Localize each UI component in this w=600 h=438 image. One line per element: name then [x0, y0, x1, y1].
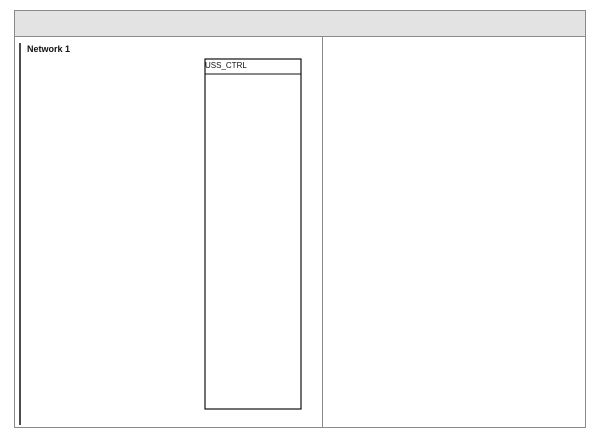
example-frame — [14, 10, 586, 428]
ladder-graphics — [15, 37, 322, 427]
block-title: USS_CTRL — [205, 61, 247, 70]
ladder-diagram — [15, 37, 322, 427]
stl-listing — [331, 37, 581, 427]
header-bar — [15, 11, 585, 37]
column-divider — [322, 37, 323, 427]
network-label: Network 1 — [27, 44, 71, 54]
uss-ctrl-block — [205, 59, 301, 409]
